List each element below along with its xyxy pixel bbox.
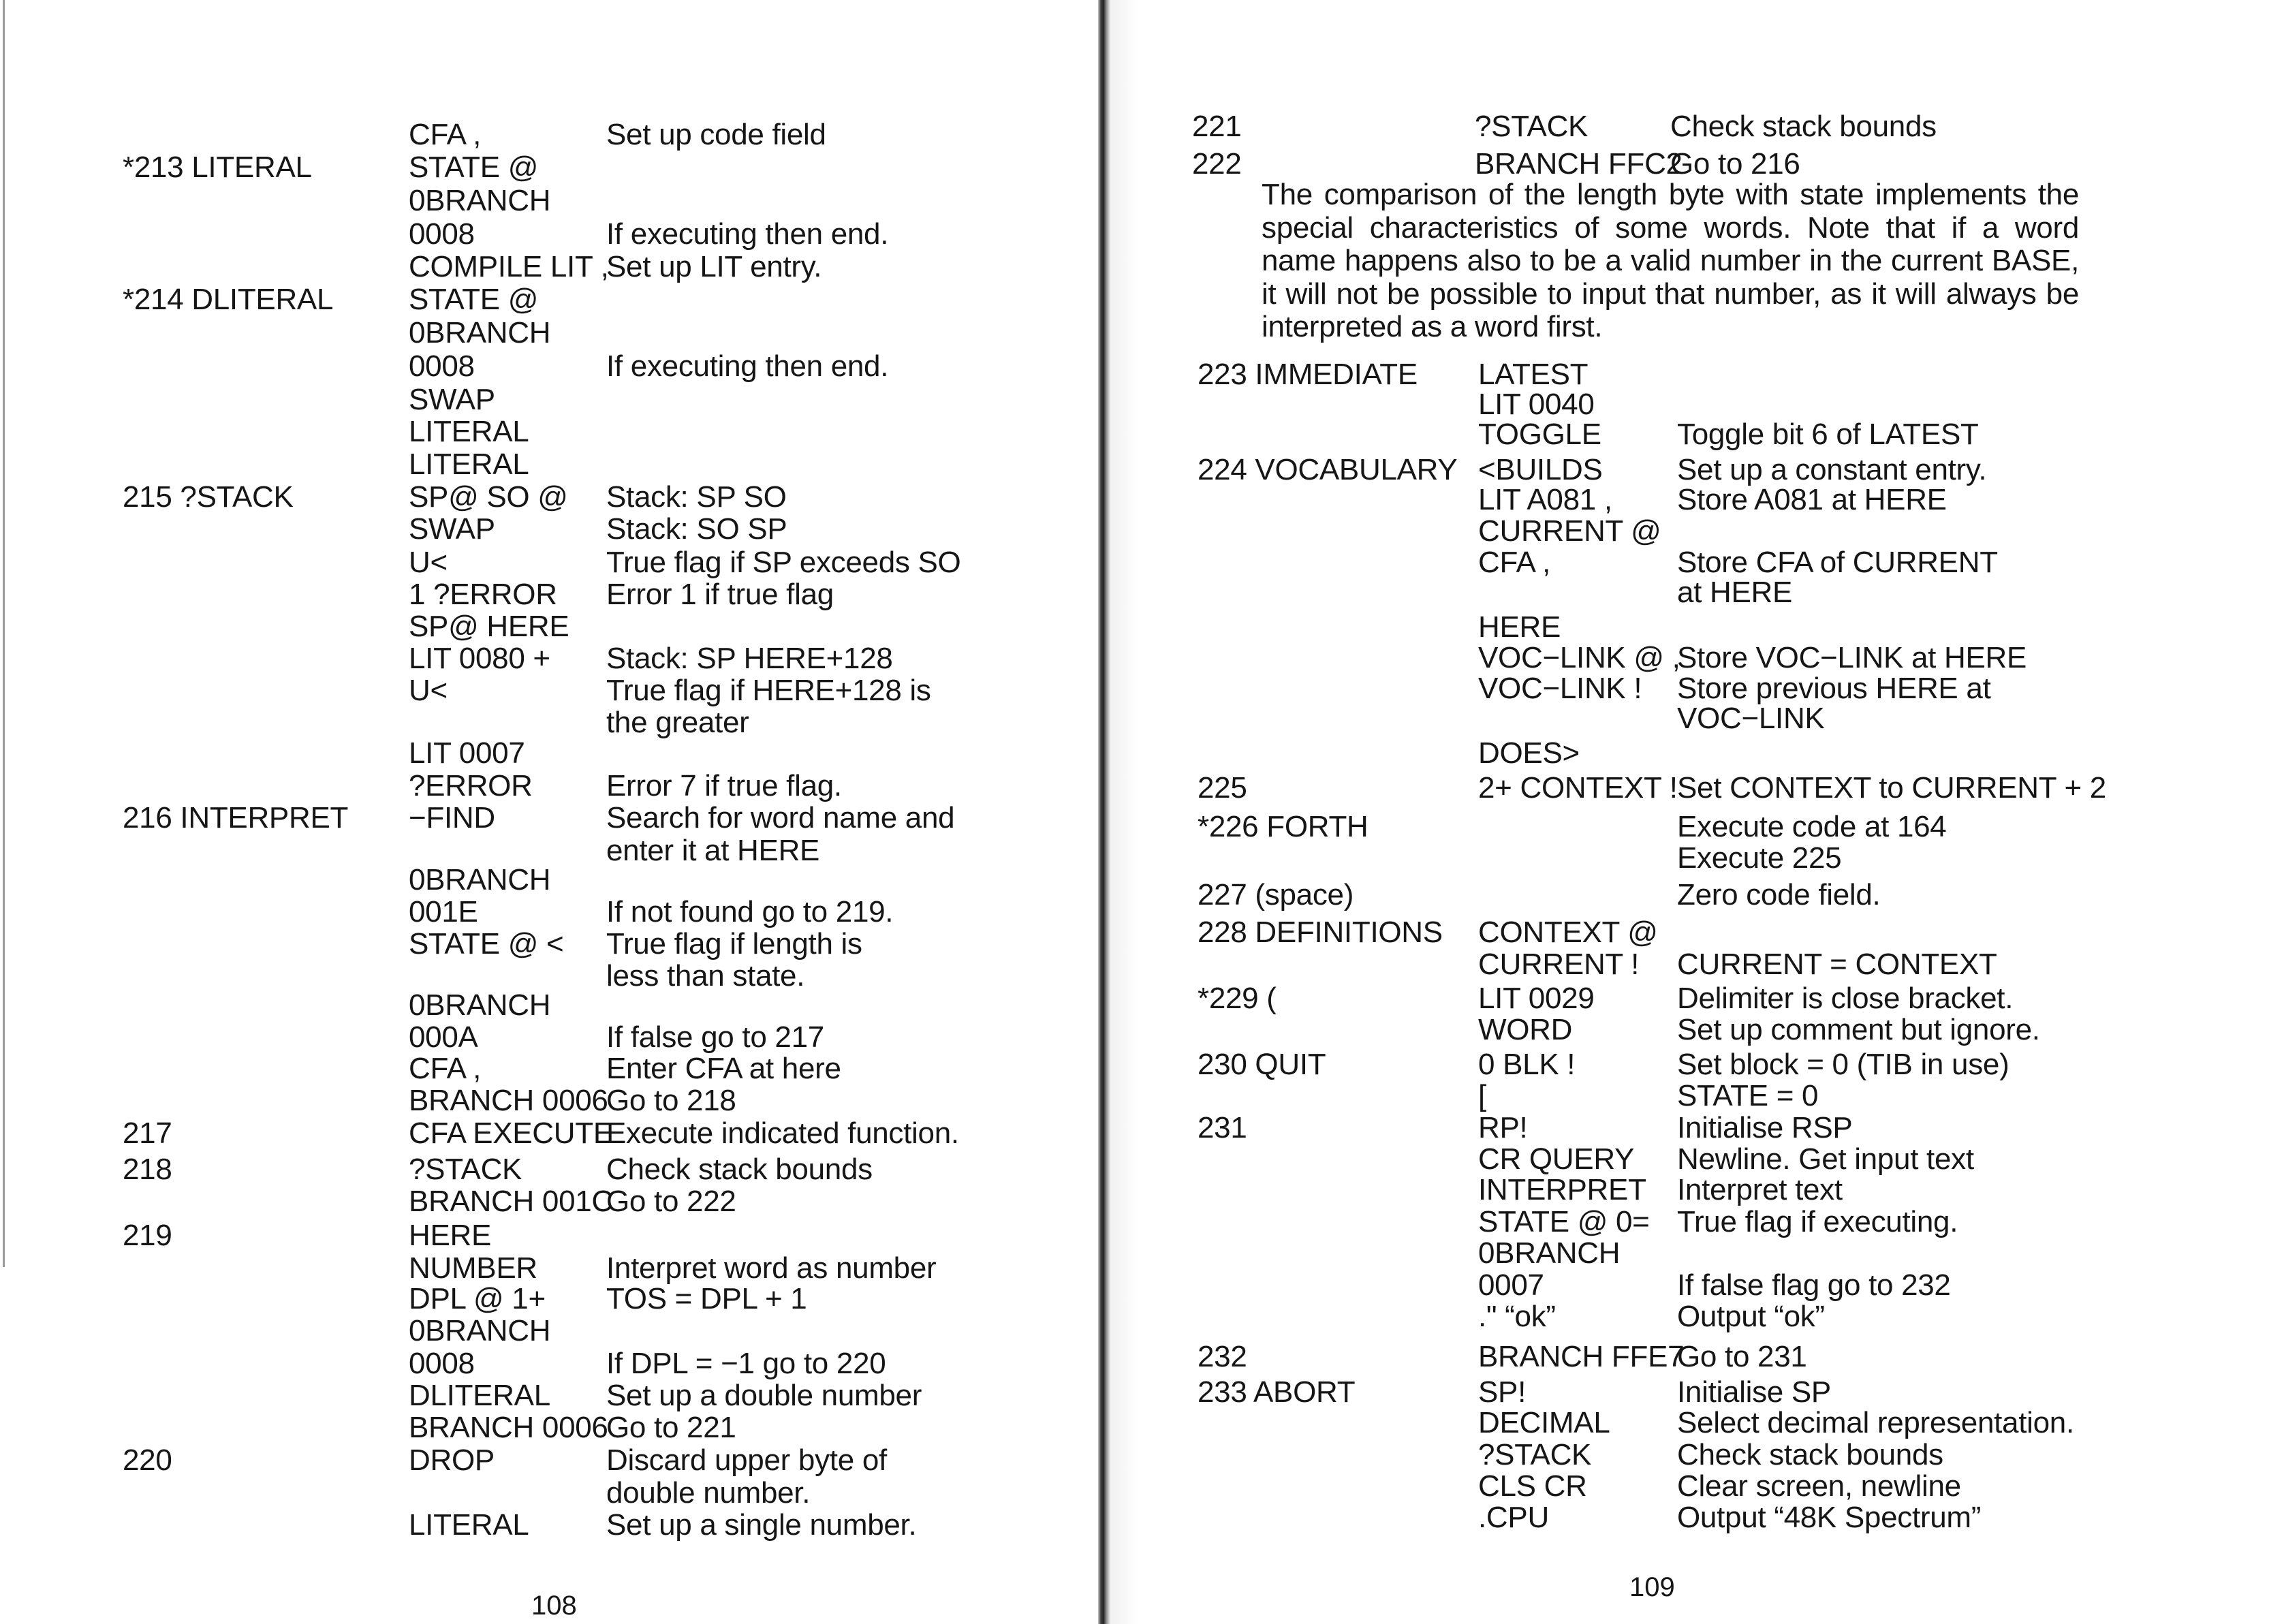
row-comment: Set up a single number. bbox=[606, 1508, 917, 1542]
row-code: WORD bbox=[1478, 1013, 1573, 1046]
row-comment: Delimiter is close bracket. bbox=[1677, 982, 2014, 1015]
row-code: VOC−LINK ! bbox=[1478, 672, 1642, 705]
row-comment: True flag if HERE+128 is bbox=[606, 674, 931, 707]
row-comment: True flag if SP exceeds SO bbox=[606, 546, 961, 579]
row-code: 0BRANCH bbox=[409, 988, 551, 1022]
row-code: LITERAL bbox=[409, 415, 529, 448]
row-code: BRANCH 0006 bbox=[409, 1411, 608, 1444]
row-code: 0BRANCH bbox=[1478, 1236, 1621, 1270]
row-code: SWAP bbox=[409, 383, 495, 416]
row-code: DECIMAL bbox=[1478, 1406, 1610, 1439]
row-code: 0007 bbox=[1478, 1268, 1544, 1302]
row-comment: enter it at HERE bbox=[606, 834, 820, 867]
row-comment: Output “48K Spectrum” bbox=[1677, 1501, 1982, 1534]
row-code: 0BRANCH bbox=[409, 184, 551, 217]
row-comment: Interpret word as number bbox=[606, 1251, 937, 1285]
row-comment: Check stack bounds bbox=[606, 1153, 873, 1186]
row-code: SWAP bbox=[409, 512, 495, 546]
row-code: BRANCH FFE7 bbox=[1478, 1340, 1685, 1373]
row-comment: Search for word name and bbox=[606, 801, 955, 834]
row-code: LITERAL bbox=[409, 448, 529, 481]
row-code: .CPU bbox=[1478, 1501, 1549, 1534]
row-comment: Go to 216 bbox=[1670, 147, 1800, 181]
row-code: RP! bbox=[1478, 1111, 1528, 1144]
row-code: CR QUERY bbox=[1478, 1142, 1635, 1176]
row-code: CFA , bbox=[409, 118, 482, 151]
row-code: CFA , bbox=[1478, 546, 1551, 579]
row-comment: STATE = 0 bbox=[1677, 1079, 1819, 1112]
row-comment: CURRENT = CONTEXT bbox=[1677, 948, 1997, 981]
row-code: 0BRANCH bbox=[409, 1314, 551, 1347]
book-gutter bbox=[1098, 0, 1110, 1624]
row-comment: Store CFA of CURRENT bbox=[1677, 546, 1998, 579]
row-code: STATE @ bbox=[409, 151, 539, 184]
row-code: ?STACK bbox=[1475, 110, 1589, 143]
row-comment: Stack: SO SP bbox=[606, 512, 787, 546]
row-comment: Set up comment but ignore. bbox=[1677, 1013, 2040, 1046]
row-code: DLITERAL bbox=[409, 1379, 550, 1412]
row-code: 0 BLK ! bbox=[1478, 1048, 1576, 1081]
row-label: *226 FORTH bbox=[1198, 810, 1368, 843]
row-comment: Go to 231 bbox=[1677, 1340, 1807, 1373]
row-code: ?STACK bbox=[1478, 1438, 1592, 1471]
row-label: *214 DLITERAL bbox=[123, 283, 334, 316]
row-code: TOGGLE bbox=[1478, 418, 1601, 451]
row-label: *213 LITERAL bbox=[123, 151, 312, 184]
row-label: 232 bbox=[1198, 1340, 1247, 1373]
row-comment: Stack: SP SO bbox=[606, 480, 787, 514]
row-comment: Check stack bounds bbox=[1677, 1438, 1943, 1471]
row-comment: Clear screen, newline bbox=[1677, 1469, 1961, 1503]
row-label: 227 (space) bbox=[1198, 878, 1354, 911]
row-comment: Store A081 at HERE bbox=[1677, 483, 1947, 516]
left-page-number: 108 bbox=[531, 1591, 577, 1621]
row-comment: Initialise SP bbox=[1677, 1375, 1831, 1409]
row-label: 220 bbox=[123, 1443, 172, 1477]
row-code: 001E bbox=[409, 895, 478, 928]
row-comment: Set up LIT entry. bbox=[606, 250, 822, 283]
row-code: BRANCH 0006 bbox=[409, 1084, 608, 1117]
row-label: 223 IMMEDIATE bbox=[1198, 358, 1418, 391]
row-code: COMPILE LIT , bbox=[409, 250, 609, 283]
row-code: −FIND bbox=[409, 801, 495, 834]
row-comment: If DPL = −1 go to 220 bbox=[606, 1347, 886, 1380]
row-label: 219 bbox=[123, 1219, 172, 1252]
row-code: [ bbox=[1478, 1079, 1486, 1112]
row-comment: Discard upper byte of bbox=[606, 1443, 887, 1477]
row-comment: double number. bbox=[606, 1476, 811, 1510]
row-label: 224 VOCABULARY bbox=[1198, 453, 1458, 486]
row-label: 228 DEFINITIONS bbox=[1198, 916, 1443, 949]
row-comment: Go to 222 bbox=[606, 1185, 736, 1218]
row-code: DOES> bbox=[1478, 736, 1580, 770]
row-code: STATE @ bbox=[409, 283, 539, 316]
row-comment: Enter CFA at here bbox=[606, 1052, 841, 1085]
row-code: LIT 0007 bbox=[409, 736, 525, 770]
row-code: STATE @ < bbox=[409, 927, 564, 961]
row-label: 216 INTERPRET bbox=[123, 801, 349, 834]
row-comment: Set up a constant entry. bbox=[1677, 453, 1987, 486]
row-comment: at HERE bbox=[1677, 576, 1793, 609]
row-comment: Initialise RSP bbox=[1677, 1111, 1853, 1144]
row-code: STATE @ 0= bbox=[1478, 1205, 1650, 1238]
row-code: ?ERROR bbox=[409, 769, 533, 802]
row-label: 222 bbox=[1192, 147, 1242, 181]
row-code: LITERAL bbox=[409, 1508, 529, 1542]
row-code: CFA , bbox=[409, 1052, 482, 1085]
row-comment: Execute code at 164 bbox=[1677, 810, 1947, 843]
row-code: BRANCH 001C bbox=[409, 1185, 613, 1218]
row-code: 1 ?ERROR bbox=[409, 578, 557, 611]
row-comment: Go to 218 bbox=[606, 1084, 736, 1117]
row-comment: Store VOC−LINK at HERE bbox=[1677, 641, 2027, 674]
row-comment: True flag if executing. bbox=[1677, 1205, 1958, 1238]
row-code: 0BRANCH bbox=[409, 316, 551, 349]
row-code: VOC−LINK @ , bbox=[1478, 641, 1680, 674]
row-comment: TOS = DPL + 1 bbox=[606, 1282, 807, 1315]
row-code: CFA EXECUTE bbox=[409, 1116, 613, 1150]
row-comment: Store previous HERE at bbox=[1677, 672, 1991, 705]
row-label: 230 QUIT bbox=[1198, 1048, 1326, 1081]
row-comment: Go to 221 bbox=[606, 1411, 736, 1444]
row-comment: Execute 225 bbox=[1677, 841, 1842, 875]
row-comment: the greater bbox=[606, 706, 749, 739]
row-comment: Set CONTEXT to CURRENT + 2 bbox=[1677, 771, 2106, 805]
row-comment: VOC−LINK bbox=[1677, 702, 1825, 735]
row-comment: If false go to 217 bbox=[606, 1020, 824, 1054]
row-code: HERE bbox=[1478, 610, 1561, 644]
row-code: SP! bbox=[1478, 1375, 1527, 1409]
row-code: 0008 bbox=[409, 349, 475, 383]
row-comment: Execute indicated function. bbox=[606, 1116, 959, 1150]
row-label: 233 ABORT bbox=[1198, 1375, 1356, 1409]
row-code: BRANCH FFC2 bbox=[1475, 147, 1683, 181]
row-label: *229 ( bbox=[1198, 982, 1277, 1015]
row-label: 231 bbox=[1198, 1111, 1247, 1144]
row-label: 221 bbox=[1192, 110, 1242, 143]
row-comment: If executing then end. bbox=[606, 349, 889, 383]
left-page bbox=[0, 0, 1097, 1624]
row-code: <BUILDS bbox=[1478, 453, 1603, 486]
row-code: 0008 bbox=[409, 1347, 475, 1380]
row-label: 225 bbox=[1198, 771, 1247, 805]
row-code: ." “ok” bbox=[1478, 1300, 1556, 1333]
row-comment: Check stack bounds bbox=[1670, 110, 1937, 143]
row-code: CONTEXT @ bbox=[1478, 916, 1658, 949]
row-comment: Error 7 if true flag. bbox=[606, 769, 842, 802]
row-code: LIT A081 , bbox=[1478, 483, 1612, 516]
row-code: SP@ SO @ bbox=[409, 480, 568, 514]
row-code: LIT 0029 bbox=[1478, 982, 1595, 1015]
row-label: 217 bbox=[123, 1116, 172, 1150]
row-code: LIT 0040 bbox=[1478, 388, 1595, 421]
row-code: CURRENT @ bbox=[1478, 514, 1661, 548]
row-code: CLS CR bbox=[1478, 1469, 1587, 1503]
row-comment: If not found go to 219. bbox=[606, 895, 894, 928]
row-comment: Select decimal representation. bbox=[1677, 1406, 2074, 1439]
row-comment: Newline. Get input text bbox=[1677, 1142, 1974, 1176]
row-code: INTERPRET bbox=[1478, 1173, 1646, 1206]
row-comment: If executing then end. bbox=[606, 217, 889, 251]
row-label: 218 bbox=[123, 1153, 172, 1186]
row-comment: Set block = 0 (TIB in use) bbox=[1677, 1048, 2009, 1081]
row-code: SP@ HERE bbox=[409, 610, 569, 643]
row-code: CURRENT ! bbox=[1478, 948, 1640, 981]
row-code: NUMBER bbox=[409, 1251, 537, 1285]
row-comment: Error 1 if true flag bbox=[606, 578, 834, 611]
row-code: U< bbox=[409, 546, 448, 579]
row-comment: less than state. bbox=[606, 959, 805, 993]
row-comment: Set up code field bbox=[606, 118, 826, 151]
right-page-number: 109 bbox=[1629, 1572, 1675, 1602]
gutter-shadow bbox=[1110, 0, 1138, 1624]
row-code: 2+ CONTEXT ! bbox=[1478, 771, 1678, 805]
page-edge bbox=[3, 0, 5, 1267]
row-code: DPL @ 1+ bbox=[409, 1282, 546, 1315]
row-label: 215 ?STACK bbox=[123, 480, 294, 514]
row-code: 0BRANCH bbox=[409, 863, 551, 896]
row-comment: Toggle bit 6 of LATEST bbox=[1677, 418, 1979, 451]
row-comment: Interpret text bbox=[1677, 1173, 1843, 1206]
explanation-paragraph: The comparison of the length byte with state implements the special characteristics of some words. Note that if a word name happens also to be a valid number in the current BASE, it will not be possible to input that number, as it will always be interpreted as a word first. bbox=[1262, 178, 2079, 343]
row-code: ?STACK bbox=[409, 1153, 522, 1186]
row-code: U< bbox=[409, 674, 448, 707]
row-code: HERE bbox=[409, 1219, 492, 1252]
row-code: LATEST bbox=[1478, 358, 1589, 391]
row-comment: True flag if length is bbox=[606, 927, 862, 961]
row-code: DROP bbox=[409, 1443, 495, 1477]
row-code: 0008 bbox=[409, 217, 475, 251]
row-code: 000A bbox=[409, 1020, 478, 1054]
row-comment: Set up a double number bbox=[606, 1379, 922, 1412]
row-code: LIT 0080 + bbox=[409, 642, 550, 675]
row-comment: Output “ok” bbox=[1677, 1300, 1825, 1333]
row-comment: Stack: SP HERE+128 bbox=[606, 642, 893, 675]
row-comment: If false flag go to 232 bbox=[1677, 1268, 1951, 1302]
row-comment: Zero code field. bbox=[1677, 878, 1881, 911]
